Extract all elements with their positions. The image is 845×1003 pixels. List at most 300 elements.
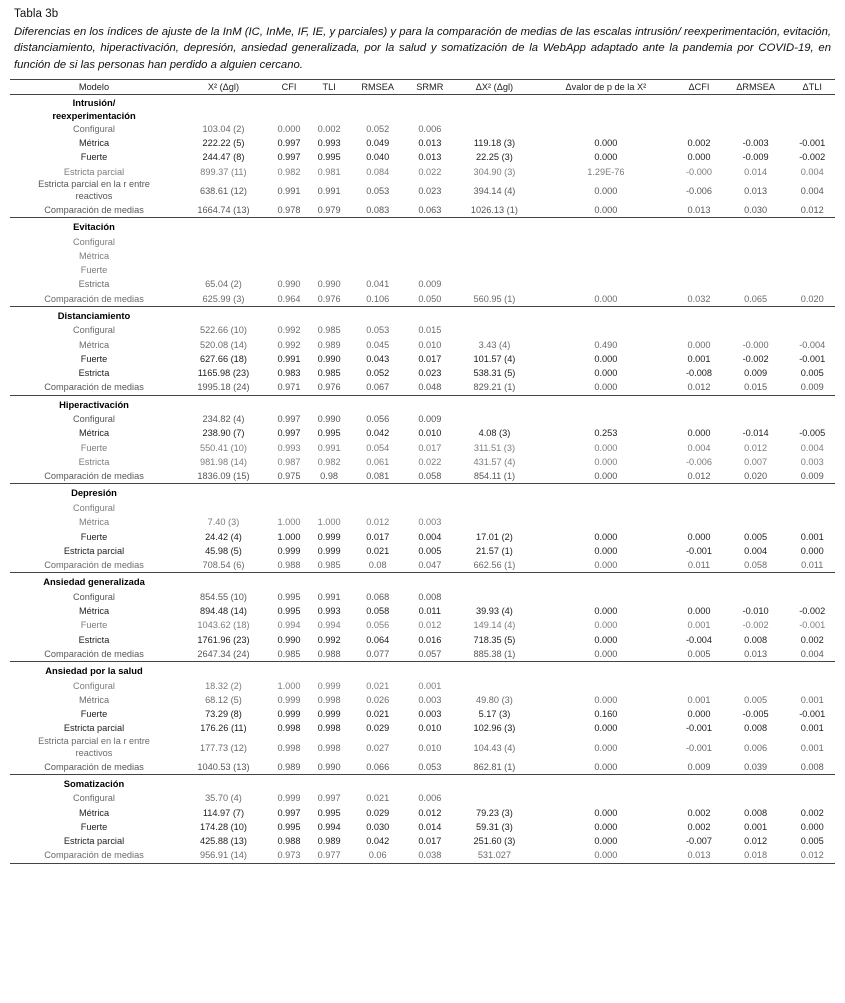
col-header-dx2gl: ΔX² (Δgl)	[453, 80, 535, 95]
cell-drmsea: 0.004	[744, 545, 768, 556]
cell-dx2gl: 39.93 (4)	[476, 606, 513, 617]
cell-dtli: -0.001	[799, 353, 826, 364]
table-row	[10, 806, 835, 820]
cell-dtli: -0.004	[799, 339, 826, 350]
cell-dtli: 0.001	[800, 742, 824, 753]
cell-srmr: 0.010	[418, 742, 442, 753]
table-row	[10, 693, 835, 707]
cell-dtli: 0.001	[800, 531, 824, 542]
cell-pvalor: 0.000	[594, 293, 618, 304]
cell-cfi: 0.971	[277, 382, 301, 393]
section-spacer-cell	[676, 662, 721, 679]
section-spacer-cell	[676, 395, 721, 412]
cell-srmr: 0.009	[418, 279, 442, 290]
cell-x2gl: 625.99 (3)	[202, 293, 245, 304]
cell-dx2gl: 21.57 (1)	[476, 545, 513, 556]
cell-dx2gl	[453, 277, 535, 291]
section-spacer-cell	[676, 217, 721, 234]
table-row	[10, 515, 835, 529]
cell-tli: 0.98	[320, 471, 339, 482]
cell-drmsea: 0.058	[744, 560, 768, 571]
cell-dx2gl: 101.57 (4)	[473, 353, 516, 364]
cell-drmsea	[722, 277, 790, 291]
section-spacer-cell	[349, 573, 406, 590]
cell-drmsea: -0.010	[742, 606, 769, 617]
cell-dx2gl: 560.95 (1)	[473, 293, 516, 304]
cell-pvalor	[535, 263, 676, 277]
cell-dcfi	[676, 501, 721, 515]
table-row	[10, 136, 835, 150]
section-spacer-cell	[535, 395, 676, 412]
cell-x2gl: 244.47 (8)	[202, 152, 245, 163]
cell-dcfi	[676, 679, 721, 693]
row-label: Configural	[73, 123, 115, 134]
section-spacer-cell	[406, 774, 453, 791]
cell-tli: 0.989	[317, 339, 341, 350]
table-row	[10, 820, 835, 834]
cell-srmr: 0.013	[418, 138, 442, 149]
table-row	[10, 380, 835, 395]
cell-drmsea: -0.000	[742, 339, 769, 350]
cell-dtli: -0.002	[799, 152, 826, 163]
cell-rmsea: 0.049	[366, 138, 390, 149]
row-label: Estricta parcial	[63, 836, 125, 847]
cell-rmsea: 0.061	[366, 456, 390, 467]
cell-dtli: 0.005	[800, 836, 824, 847]
section-spacer-cell	[535, 662, 676, 679]
cell-srmr: 0.038	[418, 850, 442, 861]
row-label: Fuerte	[80, 442, 108, 453]
section-title: Depresión	[10, 484, 178, 501]
cell-dx2gl: 662.56 (1)	[473, 560, 516, 571]
section-spacer-cell	[406, 306, 453, 323]
cell-dtli: 0.009	[800, 382, 824, 393]
cell-cfi	[269, 249, 309, 263]
cell-drmsea: 0.007	[744, 456, 768, 467]
cell-dx2gl: 829.21 (1)	[473, 382, 516, 393]
section-spacer-cell	[722, 774, 790, 791]
cell-cfi: 0.999	[277, 545, 301, 556]
cell-x2gl: 550.41 (10)	[199, 442, 247, 453]
section-spacer-cell	[453, 484, 535, 501]
table-row	[10, 760, 835, 775]
table-row	[10, 558, 835, 573]
section-spacer-cell	[722, 573, 790, 590]
section-spacer-cell	[722, 306, 790, 323]
table-row	[10, 707, 835, 721]
cell-cfi: 0.973	[277, 850, 301, 861]
col-header-srmr: SRMR	[406, 80, 453, 95]
cell-drmsea	[722, 590, 790, 604]
cell-srmr: 0.013	[418, 152, 442, 163]
cell-pvalor: 0.000	[594, 742, 618, 753]
cell-dcfi: 0.013	[687, 850, 711, 861]
cell-pvalor	[535, 590, 676, 604]
cell-pvalor	[535, 501, 676, 515]
cell-tli: 0.995	[317, 807, 341, 818]
table-caption: Diferencias en los índices de ajuste de la InM (IC, InMe, IF, IE, y parciales) y para la comparación de medias de las escalas intrusión/ reexperimentación, evitación, distanciamiento, hiperactivación, depresión, ansiedad generalizada, por la salud y somatización de la WebApp adaptado ante la pandemia por COVID-19, en función de si las personas han perdido a alguien cercano.	[14, 26, 831, 71]
cell-cfi: 0.991	[277, 185, 301, 196]
row-label: Estricta parcial	[63, 545, 125, 556]
cell-dcfi: -0.004	[685, 634, 713, 645]
cell-cfi: 0.997	[277, 807, 301, 818]
cell-drmsea: 0.030	[744, 204, 768, 215]
section-spacer-cell	[349, 95, 406, 122]
cell-dx2gl: 5.17 (3)	[478, 709, 511, 720]
cell-dtli: 0.004	[800, 166, 824, 177]
cell-cfi: 0.997	[277, 414, 301, 425]
cell-drmsea: -0.014	[742, 428, 769, 439]
cell-drmsea: 0.008	[744, 634, 768, 645]
cell-x2gl: 1040.53 (13)	[197, 761, 250, 772]
cell-dcfi: 0.012	[687, 471, 711, 482]
cell-rmsea: 0.041	[366, 279, 390, 290]
cell-tli: 0.002	[317, 123, 341, 134]
cell-x2gl	[178, 249, 269, 263]
cell-tli: 0.998	[317, 694, 341, 705]
cell-srmr: 0.048	[418, 382, 442, 393]
cell-dcfi	[676, 412, 721, 426]
cell-x2gl: 177.73 (12)	[199, 742, 247, 753]
cell-dcfi	[676, 235, 721, 249]
col-header-rmsea: RMSEA	[349, 80, 406, 95]
cell-x2gl: 894.48 (14)	[199, 606, 247, 617]
section-spacer-cell	[453, 573, 535, 590]
cell-dcfi: -0.006	[685, 185, 713, 196]
cell-drmsea: -0.002	[742, 353, 769, 364]
cell-dtli: -0.001	[799, 709, 826, 720]
cell-tli: 0.999	[317, 709, 341, 720]
cell-pvalor	[535, 412, 676, 426]
cell-dx2gl: 149.14 (4)	[473, 620, 516, 631]
cell-x2gl: 981.98 (14)	[199, 456, 247, 467]
cell-cfi: 1.000	[277, 680, 301, 691]
row-label: Configural	[73, 236, 115, 247]
cell-pvalor: 0.253	[594, 428, 618, 439]
section-spacer-cell	[722, 662, 790, 679]
section-spacer-cell	[309, 95, 349, 122]
row-label: Estricta parcial	[63, 166, 125, 177]
section-spacer-cell	[406, 484, 453, 501]
cell-srmr: 0.005	[418, 545, 442, 556]
cell-rmsea: 0.029	[366, 723, 390, 734]
section-spacer-cell	[722, 395, 790, 412]
cell-srmr: 0.017	[418, 836, 442, 847]
cell-dtli: -0.005	[799, 428, 826, 439]
cell-x2gl	[178, 235, 269, 249]
cell-dcfi: 0.001	[687, 620, 711, 631]
cell-tli: 0.991	[317, 442, 341, 453]
cell-pvalor: 0.000	[594, 761, 618, 772]
cell-x2gl: 73.29 (8)	[205, 709, 242, 720]
section-spacer-cell	[178, 662, 269, 679]
table-row	[10, 618, 835, 632]
section-spacer-cell	[722, 217, 790, 234]
cell-drmsea: -0.003	[742, 138, 769, 149]
cell-dcfi: 0.002	[687, 807, 711, 818]
cell-dcfi	[676, 122, 721, 136]
cell-dtli	[789, 590, 835, 604]
row-label: Métrica	[78, 339, 110, 350]
cell-x2gl: 1043.62 (18)	[197, 620, 250, 631]
cell-pvalor: 0.000	[594, 382, 618, 393]
cell-srmr: 0.022	[418, 166, 442, 177]
cell-dtli: 0.012	[800, 850, 824, 861]
cell-rmsea: 0.056	[366, 620, 390, 631]
cell-srmr: 0.001	[418, 680, 442, 691]
cell-dtli	[789, 249, 835, 263]
cell-pvalor	[535, 249, 676, 263]
cell-rmsea: 0.106	[366, 293, 390, 304]
row-label: Comparación de medias	[44, 560, 144, 571]
header-row	[10, 80, 835, 95]
cell-dx2gl	[453, 412, 535, 426]
cell-dx2gl: 862.81 (1)	[473, 761, 516, 772]
cell-drmsea: 0.013	[744, 648, 768, 659]
cell-pvalor: 0.490	[594, 339, 618, 350]
cell-drmsea	[722, 501, 790, 515]
cell-srmr	[406, 249, 453, 263]
cell-dcfi	[676, 323, 721, 337]
cell-drmsea: 0.005	[744, 694, 768, 705]
cell-srmr: 0.014	[418, 821, 442, 832]
section-spacer-cell	[349, 306, 406, 323]
section-spacer-cell	[676, 573, 721, 590]
cell-dx2gl: 718.35 (5)	[473, 634, 516, 645]
row-label: Configural	[73, 325, 115, 336]
cell-dtli	[789, 122, 835, 136]
cell-drmsea: 0.020	[744, 471, 768, 482]
table-row	[10, 604, 835, 618]
cell-srmr: 0.017	[418, 442, 442, 453]
section-spacer-cell	[269, 774, 309, 791]
section-title: Intrusión/ reexperimentación	[52, 97, 136, 121]
row-label: Comparación de medias	[44, 761, 144, 772]
table-row	[10, 469, 835, 484]
cell-tli: 0.985	[317, 368, 341, 379]
table-row	[10, 352, 835, 366]
section-title: Hiperactivación	[10, 395, 178, 412]
cell-x2gl: 1165.98 (23)	[197, 368, 250, 379]
cell-cfi: 0.964	[277, 293, 301, 304]
cell-tli: 0.990	[317, 279, 341, 290]
cell-srmr: 0.004	[418, 531, 442, 542]
cell-rmsea	[349, 263, 406, 277]
section-header-row	[10, 662, 835, 679]
cell-pvalor: 0.000	[594, 560, 618, 571]
cell-x2gl: 522.66 (10)	[199, 325, 247, 336]
table-row	[10, 150, 835, 164]
cell-cfi: 0.999	[277, 694, 301, 705]
table-row	[10, 323, 835, 337]
table-row	[10, 338, 835, 352]
cell-dtli: 0.011	[801, 560, 824, 571]
table-row	[10, 203, 835, 218]
section-spacer-cell	[535, 774, 676, 791]
cell-dtli	[789, 263, 835, 277]
cell-rmsea: 0.052	[366, 123, 390, 134]
table-row	[10, 292, 835, 307]
cell-x2gl: 65.04 (2)	[205, 279, 242, 290]
cell-srmr: 0.023	[418, 368, 442, 379]
cell-tli: 0.991	[317, 591, 341, 602]
cell-x2gl: 176.26 (11)	[200, 723, 247, 734]
cell-cfi: 0.999	[277, 793, 301, 804]
section-spacer-cell	[309, 774, 349, 791]
cell-pvalor: 0.000	[594, 850, 618, 861]
cell-srmr: 0.016	[418, 634, 442, 645]
section-spacer-cell	[349, 484, 406, 501]
section-spacer-cell	[789, 217, 835, 234]
cell-dx2gl: 59.31 (3)	[476, 821, 513, 832]
row-label: Métrica	[78, 694, 110, 705]
cell-tli: 0.997	[317, 793, 341, 804]
cell-dtli: -0.001	[799, 620, 826, 631]
cell-rmsea: 0.054	[366, 442, 390, 453]
cell-x2gl: 708.54 (6)	[202, 560, 245, 571]
cell-tli: 0.976	[317, 382, 341, 393]
section-spacer-cell	[178, 484, 269, 501]
section-spacer-cell	[309, 573, 349, 590]
cell-cfi	[269, 501, 309, 515]
cell-cfi: 0.999	[277, 709, 301, 720]
table-row	[10, 263, 835, 277]
cell-dtli	[789, 501, 835, 515]
cell-srmr: 0.012	[418, 620, 442, 631]
section-spacer-cell	[676, 95, 721, 122]
cell-tli	[309, 235, 349, 249]
table-row	[10, 848, 835, 862]
cell-tli: 0.999	[317, 545, 341, 556]
cell-dcfi	[676, 263, 721, 277]
cell-tli	[309, 501, 349, 515]
cell-x2gl: 638.61 (12)	[199, 185, 247, 196]
cell-dcfi	[676, 249, 721, 263]
cell-rmsea: 0.056	[366, 414, 390, 425]
cell-dtli	[789, 323, 835, 337]
cell-srmr: 0.012	[418, 807, 442, 818]
section-spacer-cell	[676, 774, 721, 791]
cell-cfi: 1.000	[277, 517, 301, 528]
cell-pvalor: 0.160	[594, 709, 618, 720]
row-label: Fuerte	[80, 353, 108, 364]
section-spacer-cell	[789, 306, 835, 323]
cell-dx2gl: 79.23 (3)	[476, 807, 513, 818]
cell-x2gl: 2647.34 (24)	[197, 648, 250, 659]
cell-dx2gl	[453, 791, 535, 805]
section-spacer-cell	[535, 306, 676, 323]
cell-pvalor	[535, 679, 676, 693]
cell-rmsea: 0.066	[366, 761, 390, 772]
section-title: Distanciamiento	[10, 306, 178, 323]
cell-tli: 0.985	[317, 325, 341, 336]
cell-pvalor: 0.000	[594, 620, 618, 631]
cell-cfi: 0.995	[277, 591, 301, 602]
cell-tli: 0.989	[317, 836, 341, 847]
col-header-x2gl: X² (Δgl)	[178, 80, 269, 95]
cell-pvalor	[535, 122, 676, 136]
section-spacer-cell	[535, 484, 676, 501]
table-bottom-rule	[10, 863, 835, 864]
cell-dtli: -0.001	[799, 138, 826, 149]
cell-tli: 0.998	[317, 742, 341, 753]
section-title: Evitación	[10, 217, 178, 234]
section-spacer-cell	[722, 484, 790, 501]
cell-dcfi: 0.012	[687, 382, 711, 393]
cell-tli: 0.981	[317, 166, 341, 177]
row-label: Comparación de medias	[44, 293, 144, 304]
row-label: Métrica	[78, 807, 110, 818]
cell-dx2gl: 119.18 (3)	[473, 138, 516, 149]
row-label: Estricta parcial	[63, 723, 125, 734]
cell-dx2gl	[453, 122, 535, 136]
cell-cfi: 0.991	[277, 353, 301, 364]
cell-srmr	[406, 501, 453, 515]
cell-rmsea: 0.08	[368, 560, 387, 571]
cell-pvalor: 0.000	[594, 634, 618, 645]
cell-drmsea: 0.013	[744, 185, 768, 196]
row-label: Fuerte	[80, 620, 108, 631]
table-row	[10, 501, 835, 515]
section-spacer-cell	[453, 95, 535, 122]
cell-pvalor: 0.000	[594, 606, 618, 617]
row-label: Comparación de medias	[44, 850, 144, 861]
cell-tli: 0.988	[317, 648, 341, 659]
cell-dx2gl: 49.80 (3)	[476, 694, 513, 705]
cell-dtli: 0.020	[800, 293, 824, 304]
table-row	[10, 277, 835, 291]
section-spacer-cell	[453, 395, 535, 412]
cell-x2gl: 854.55 (10)	[199, 591, 247, 602]
cell-tli: 0.995	[317, 428, 341, 439]
section-spacer-cell	[309, 484, 349, 501]
cell-dtli	[789, 412, 835, 426]
row-label: Comparación de medias	[44, 382, 144, 393]
row-label: Configural	[73, 503, 115, 514]
fit-indices-table	[10, 79, 835, 863]
cell-dx2gl	[453, 679, 535, 693]
cell-rmsea: 0.012	[366, 517, 390, 528]
cell-drmsea: 0.065	[744, 293, 768, 304]
table-row	[10, 426, 835, 440]
row-label: Configural	[73, 793, 115, 804]
section-spacer-cell	[535, 217, 676, 234]
cell-x2gl: 1995.18 (24)	[197, 382, 250, 393]
section-spacer-cell	[269, 95, 309, 122]
cell-dtli	[789, 515, 835, 529]
row-label: Comparación de medias	[44, 648, 144, 659]
cell-pvalor	[535, 791, 676, 805]
section-spacer-cell	[269, 306, 309, 323]
cell-rmsea: 0.053	[366, 325, 390, 336]
cell-drmsea: 0.014	[744, 166, 768, 177]
cell-rmsea: 0.026	[366, 694, 390, 705]
section-spacer-cell	[178, 395, 269, 412]
cell-drmsea: -0.002	[742, 620, 769, 631]
cell-pvalor	[535, 277, 676, 291]
cell-pvalor: 0.000	[594, 353, 618, 364]
cell-tli: 0.995	[317, 152, 341, 163]
cell-drmsea: 0.005	[744, 531, 768, 542]
cell-rmsea: 0.021	[366, 545, 390, 556]
row-label: Estricta	[78, 368, 110, 379]
cell-tli: 0.990	[317, 761, 341, 772]
cell-srmr	[406, 235, 453, 249]
section-spacer-cell	[309, 395, 349, 412]
table-row	[10, 791, 835, 805]
cell-drmsea: 0.015	[744, 382, 768, 393]
row-label: Comparación de medias	[44, 471, 144, 482]
